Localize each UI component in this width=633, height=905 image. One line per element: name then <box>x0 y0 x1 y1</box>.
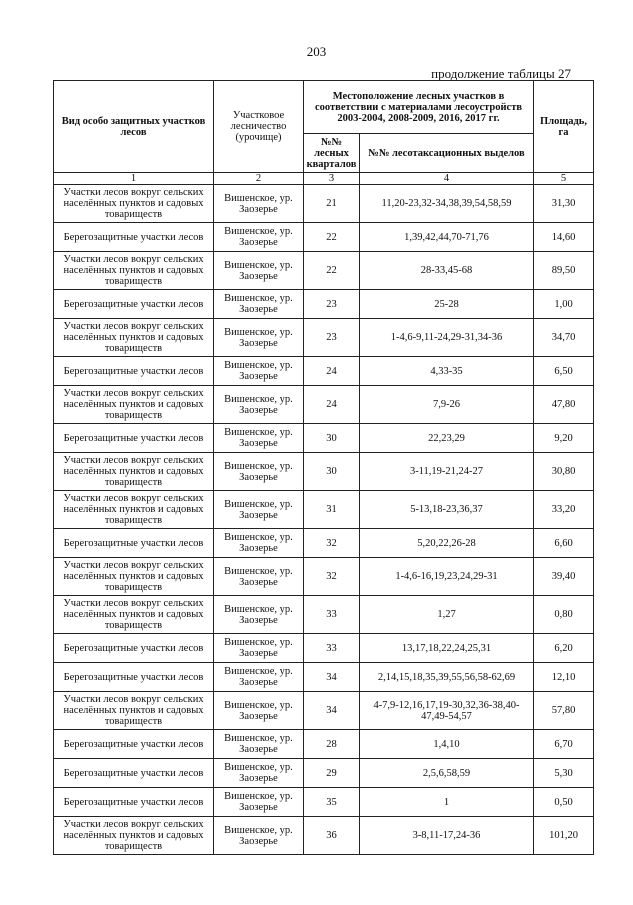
cell-district-forestry: Вишенское, ур. Заозерье <box>214 319 304 357</box>
cell-district-forestry: Вишенское, ур. Заозерье <box>214 558 304 596</box>
cell-forest-type: Участки лесов вокруг сельских населённых пунктов и садовых товариществ <box>54 692 214 730</box>
cell-sections: 4-7,9-12,16,17,19-30,32,36-38,40-47,49-54,57 <box>360 692 534 730</box>
cell-quarter: 33 <box>304 634 360 663</box>
cell-district-forestry: Вишенское, ур. Заозерье <box>214 491 304 529</box>
cell-quarter: 21 <box>304 185 360 223</box>
cell-area: 12,10 <box>534 663 594 692</box>
cell-quarter: 30 <box>304 453 360 491</box>
table-row <box>54 558 594 596</box>
table-row <box>54 357 594 386</box>
cell-forest-type: Берегозащитные участки лесов <box>54 788 214 817</box>
cell-area: 6,60 <box>534 529 594 558</box>
cell-quarter: 23 <box>304 290 360 319</box>
cell-district-forestry: Вишенское, ур. Заозерье <box>214 692 304 730</box>
cell-area: 57,80 <box>534 692 594 730</box>
cell-district-forestry: Вишенское, ур. Заозерье <box>214 290 304 319</box>
cell-sections: 28-33,45-68 <box>360 252 534 290</box>
cell-quarter: 34 <box>304 663 360 692</box>
cell-sections: 1,39,42,44,70-71,76 <box>360 223 534 252</box>
cell-forest-type: Берегозащитные участки лесов <box>54 730 214 759</box>
cell-quarter: 23 <box>304 319 360 357</box>
table-row <box>54 319 594 357</box>
column-number: 2 <box>214 173 304 185</box>
cell-area: 14,60 <box>534 223 594 252</box>
cell-forest-type: Участки лесов вокруг сельских населённых пунктов и садовых товариществ <box>54 252 214 290</box>
cell-district-forestry: Вишенское, ур. Заозерье <box>214 357 304 386</box>
cell-forest-type: Участки лесов вокруг сельских населённых пунктов и садовых товариществ <box>54 185 214 223</box>
cell-area: 5,30 <box>534 759 594 788</box>
cell-forest-type: Участки лесов вокруг сельских населённых пунктов и садовых товариществ <box>54 558 214 596</box>
cell-sections: 1,4,10 <box>360 730 534 759</box>
cell-forest-type: Берегозащитные участки лесов <box>54 424 214 453</box>
table-row <box>54 185 594 223</box>
cell-forest-type: Участки лесов вокруг сельских населённых пунктов и садовых товариществ <box>54 319 214 357</box>
cell-sections: 2,14,15,18,35,39,55,56,58-62,69 <box>360 663 534 692</box>
cell-quarter: 32 <box>304 529 360 558</box>
cell-district-forestry: Вишенское, ур. Заозерье <box>214 596 304 634</box>
cell-sections: 5,20,22,26-28 <box>360 529 534 558</box>
cell-quarter: 28 <box>304 730 360 759</box>
column-number: 4 <box>360 173 534 185</box>
cell-sections: 7,9-26 <box>360 386 534 424</box>
cell-sections: 4,33-35 <box>360 357 534 386</box>
table-row <box>54 453 594 491</box>
cell-district-forestry: Вишенское, ур. Заозерье <box>214 788 304 817</box>
cell-area: 47,80 <box>534 386 594 424</box>
cell-forest-type: Участки лесов вокруг сельских населённых пунктов и садовых товариществ <box>54 491 214 529</box>
table-row <box>54 759 594 788</box>
column-numbers-row <box>54 173 594 185</box>
table-row <box>54 730 594 759</box>
table-row <box>54 529 594 558</box>
cell-district-forestry: Вишенское, ур. Заозерье <box>214 817 304 855</box>
cell-district-forestry: Вишенское, ур. Заозерье <box>214 386 304 424</box>
protective-forest-table <box>53 80 594 855</box>
cell-area: 9,20 <box>534 424 594 453</box>
cell-quarter: 29 <box>304 759 360 788</box>
header-forest-type: Вид особо защитных участков лесов <box>54 81 214 173</box>
header-district-forestry: Участковое лесничество (урочище) <box>214 81 304 173</box>
cell-quarter: 22 <box>304 252 360 290</box>
cell-quarter: 24 <box>304 386 360 424</box>
table-row <box>54 223 594 252</box>
cell-quarter: 32 <box>304 558 360 596</box>
cell-forest-type: Участки лесов вокруг сельских населённых пунктов и садовых товариществ <box>54 596 214 634</box>
column-number: 3 <box>304 173 360 185</box>
cell-sections: 1 <box>360 788 534 817</box>
cell-sections: 3-11,19-21,24-27 <box>360 453 534 491</box>
cell-sections: 2,5,6,58,59 <box>360 759 534 788</box>
cell-quarter: 33 <box>304 596 360 634</box>
cell-forest-type: Участки лесов вокруг сельских населённых пунктов и садовых товариществ <box>54 386 214 424</box>
cell-area: 34,70 <box>534 319 594 357</box>
table-continuation-label: продолжение таблицы 27 <box>431 66 571 81</box>
cell-sections: 1,27 <box>360 596 534 634</box>
header-quarters: №№ лесных кварталов <box>304 134 360 173</box>
cell-quarter: 24 <box>304 357 360 386</box>
cell-sections: 3-8,11-17,24-36 <box>360 817 534 855</box>
cell-district-forestry: Вишенское, ур. Заозерье <box>214 730 304 759</box>
table-row <box>54 290 594 319</box>
cell-district-forestry: Вишенское, ур. Заозерье <box>214 663 304 692</box>
column-number: 1 <box>54 173 214 185</box>
cell-forest-type: Участки лесов вокруг сельских населённых пунктов и садовых товариществ <box>54 817 214 855</box>
table-row <box>54 386 594 424</box>
cell-area: 30,80 <box>534 453 594 491</box>
cell-area: 6,20 <box>534 634 594 663</box>
cell-area: 0,80 <box>534 596 594 634</box>
cell-forest-type: Берегозащитные участки лесов <box>54 290 214 319</box>
cell-district-forestry: Вишенское, ур. Заозерье <box>214 759 304 788</box>
cell-quarter: 31 <box>304 491 360 529</box>
cell-district-forestry: Вишенское, ур. Заозерье <box>214 453 304 491</box>
header-location-group: Местоположение лесных участков в соответствии с материалами лесоустройств 2003-2004, 2008-2009, 2016, 2017 гг. <box>304 81 534 134</box>
table-row <box>54 634 594 663</box>
header-area: Площадь, га <box>534 81 594 173</box>
cell-sections: 11,20-23,32-34,38,39,54,58,59 <box>360 185 534 223</box>
cell-area: 1,00 <box>534 290 594 319</box>
cell-forest-type: Берегозащитные участки лесов <box>54 223 214 252</box>
cell-sections: 25-28 <box>360 290 534 319</box>
cell-forest-type: Берегозащитные участки лесов <box>54 663 214 692</box>
cell-forest-type: Берегозащитные участки лесов <box>54 634 214 663</box>
cell-area: 0,50 <box>534 788 594 817</box>
cell-area: 39,40 <box>534 558 594 596</box>
table-row <box>54 596 594 634</box>
cell-district-forestry: Вишенское, ур. Заозерье <box>214 185 304 223</box>
cell-area: 33,20 <box>534 491 594 529</box>
cell-district-forestry: Вишенское, ур. Заозерье <box>214 529 304 558</box>
cell-sections: 5-13,18-23,36,37 <box>360 491 534 529</box>
table-row <box>54 692 594 730</box>
table-row <box>54 788 594 817</box>
cell-sections: 1-4,6-16,19,23,24,29-31 <box>360 558 534 596</box>
cell-quarter: 36 <box>304 817 360 855</box>
cell-forest-type: Участки лесов вокруг сельских населённых пунктов и садовых товариществ <box>54 453 214 491</box>
cell-district-forestry: Вишенское, ур. Заозерье <box>214 634 304 663</box>
cell-district-forestry: Вишенское, ур. Заозерье <box>214 252 304 290</box>
cell-sections: 22,23,29 <box>360 424 534 453</box>
cell-area: 101,20 <box>534 817 594 855</box>
cell-area: 31,30 <box>534 185 594 223</box>
cell-area: 6,70 <box>534 730 594 759</box>
table-row <box>54 252 594 290</box>
cell-forest-type: Берегозащитные участки лесов <box>54 529 214 558</box>
cell-sections: 1-4,6-9,11-24,29-31,34-36 <box>360 319 534 357</box>
cell-quarter: 35 <box>304 788 360 817</box>
cell-forest-type: Берегозащитные участки лесов <box>54 759 214 788</box>
cell-sections: 13,17,18,22,24,25,31 <box>360 634 534 663</box>
cell-area: 89,50 <box>534 252 594 290</box>
cell-district-forestry: Вишенское, ур. Заозерье <box>214 424 304 453</box>
cell-quarter: 30 <box>304 424 360 453</box>
table-row <box>54 817 594 855</box>
cell-forest-type: Берегозащитные участки лесов <box>54 357 214 386</box>
cell-quarter: 22 <box>304 223 360 252</box>
header-sections: №№ лесотаксационных выделов <box>360 134 534 173</box>
table-row <box>54 491 594 529</box>
cell-area: 6,50 <box>534 357 594 386</box>
cell-quarter: 34 <box>304 692 360 730</box>
page-number: 203 <box>306 44 327 59</box>
column-number: 5 <box>534 173 594 185</box>
cell-district-forestry: Вишенское, ур. Заозерье <box>214 223 304 252</box>
table-row <box>54 663 594 692</box>
table-row <box>54 424 594 453</box>
